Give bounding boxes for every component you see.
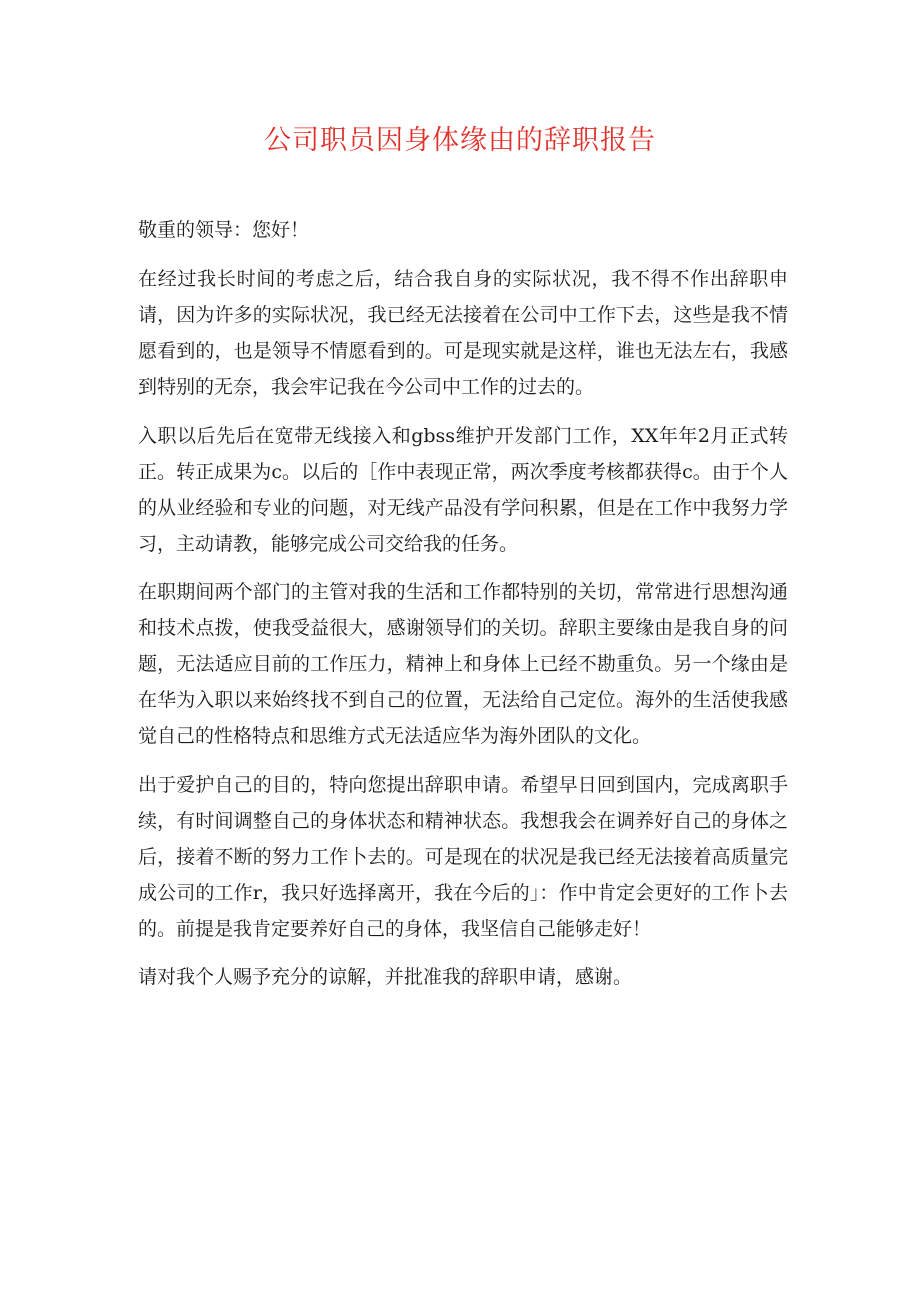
document-body [138,212,788,1008]
greeting: 敬重的领导：您好！ [138,219,310,241]
document-title: 公司职员因身体缘由的辞职报告 [264,125,656,156]
paragraph-5: 请对我个人赐予充分的谅解，并批准我的辞职申请，感谢。 [138,966,633,988]
paragraph-1: 在经过我长时间的考虑之后，结合我自身的实际状况，我不得不作出辞职申请，因为许多的实际状况，我已经无法接着在公司中工作下去，这些是我不情愿看到的，也是领导不情愿看到的。可是现实就是这样，谁也无法左右，我感到特别的无奈，我会牢记我在今公司中工作的过去的。 [138,268,788,398]
paragraph-4: 出于爱护自己的目的，特向您提出辞职申请。希望早日回到国内，完成离职手续，有时间调整自己的身体状态和精神状态。我想我会在调养好自己的身体之后，接着不断的努力工作卜去的。可是现在的状况是我已经无法接着高质量完成公司的工作r，我只好选择离开，我在今后的」：作中肯定会更好的工作卜去的。前提是我肯定要养好自己的身体，我坚信自己能够走好！ [138,773,788,940]
paragraph-2: 入职以后先后在宽带无线接入和gbss维护开发部门工作，XX年年2月正式转正。转正成果为c。以后的［作中表现正常，两次季度考核都获得c。由于个人的从业经验和专业的问题，对无线产品没有学问积累，但是在工作中我努力学习，主动请教，能够完成公司交给我的任务。 [138,424,788,555]
paragraph-3: 在职期间两个部门的主管对我的生活和工作都特别的关切，常常进行思想沟通和技术点拨，使我受益很大，感谢领导们的关切。辞职主要缘由是我自身的问题，无法适应目前的工作压力，精神上和身体上已经不勘重负。另一个缘由是在华为入职以来始终找不到自己的位置，无法给自己定位。海外的生活使我感觉自己的性格特点和思维方式无法适应华为海外团队的文化。 [138,581,788,747]
